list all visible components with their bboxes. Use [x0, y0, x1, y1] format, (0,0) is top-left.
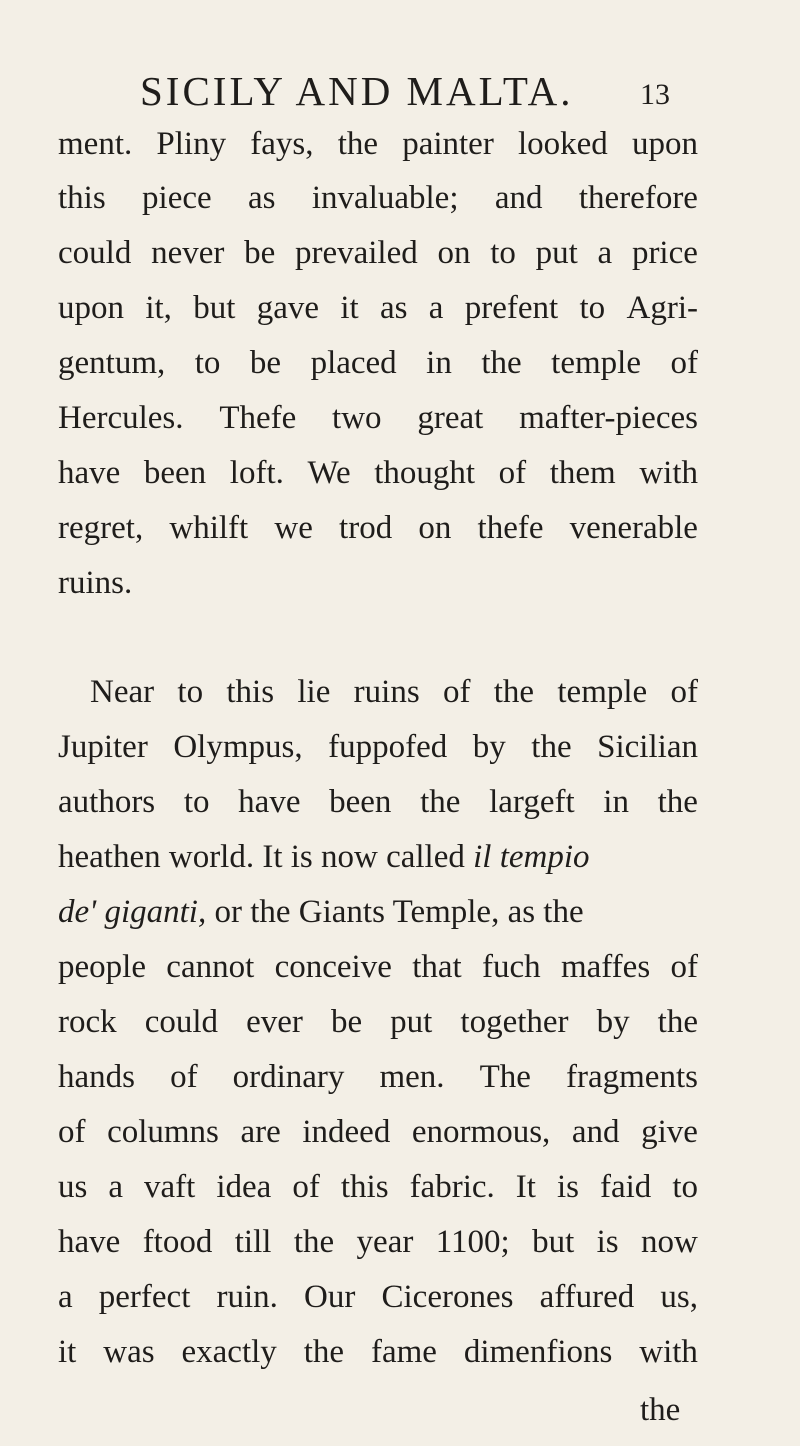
text-line: authors to have been the largeft in the	[58, 784, 698, 820]
text-line: this piece as invaluable; and therefore	[58, 180, 698, 216]
text-line: hands of ordinary men. The fragments	[58, 1059, 698, 1095]
running-title: SICILY AND MALTA.	[140, 68, 574, 114]
text-line: us a vaft idea of this fabric. It is faid to	[58, 1169, 698, 1205]
text-line: of columns are indeed enormous, and give	[58, 1114, 698, 1150]
text-line: it was exactly the fame dimenfions with	[58, 1334, 698, 1370]
text-line: gentum, to be placed in the temple of	[58, 345, 698, 381]
text-line: could never be prevailed on to put a price	[58, 235, 698, 271]
text-line: ruins.	[58, 565, 133, 601]
italic-phrase: de' giganti,	[58, 894, 207, 930]
text-segment: heathen world. It is now called	[58, 839, 465, 875]
text-line	[58, 890, 698, 934]
catchword: the	[640, 1392, 681, 1428]
text-segment: or the Giants Temple, as the	[214, 894, 584, 930]
text-line: have ftood till the year 1100; but is now	[58, 1224, 698, 1260]
text-line: rock could ever be put together by the	[58, 1004, 698, 1040]
text-line: Jupiter Olympus, fuppofed by the Sicilian	[58, 729, 698, 765]
text-line	[58, 835, 698, 879]
text-line: people cannot conceive that fuch maffes of	[58, 949, 698, 985]
text-line: Hercules. Thefe two great mafter-pieces	[58, 400, 698, 436]
text-line: a perfect ruin. Our Cicerones affured us,	[58, 1279, 698, 1315]
text-line: regret, whilft we trod on thefe venerable	[58, 510, 698, 546]
italic-phrase: il tempio	[473, 839, 590, 875]
text-line: upon it, but gave it as a prefent to Agri-	[58, 290, 698, 326]
page-number: 13	[640, 78, 670, 111]
text-line: ment. Pliny fays, the painter looked upon	[58, 126, 698, 162]
text-line: have been loft. We thought of them with	[58, 455, 698, 491]
text-line: Near to this lie ruins of the temple of	[90, 674, 698, 710]
